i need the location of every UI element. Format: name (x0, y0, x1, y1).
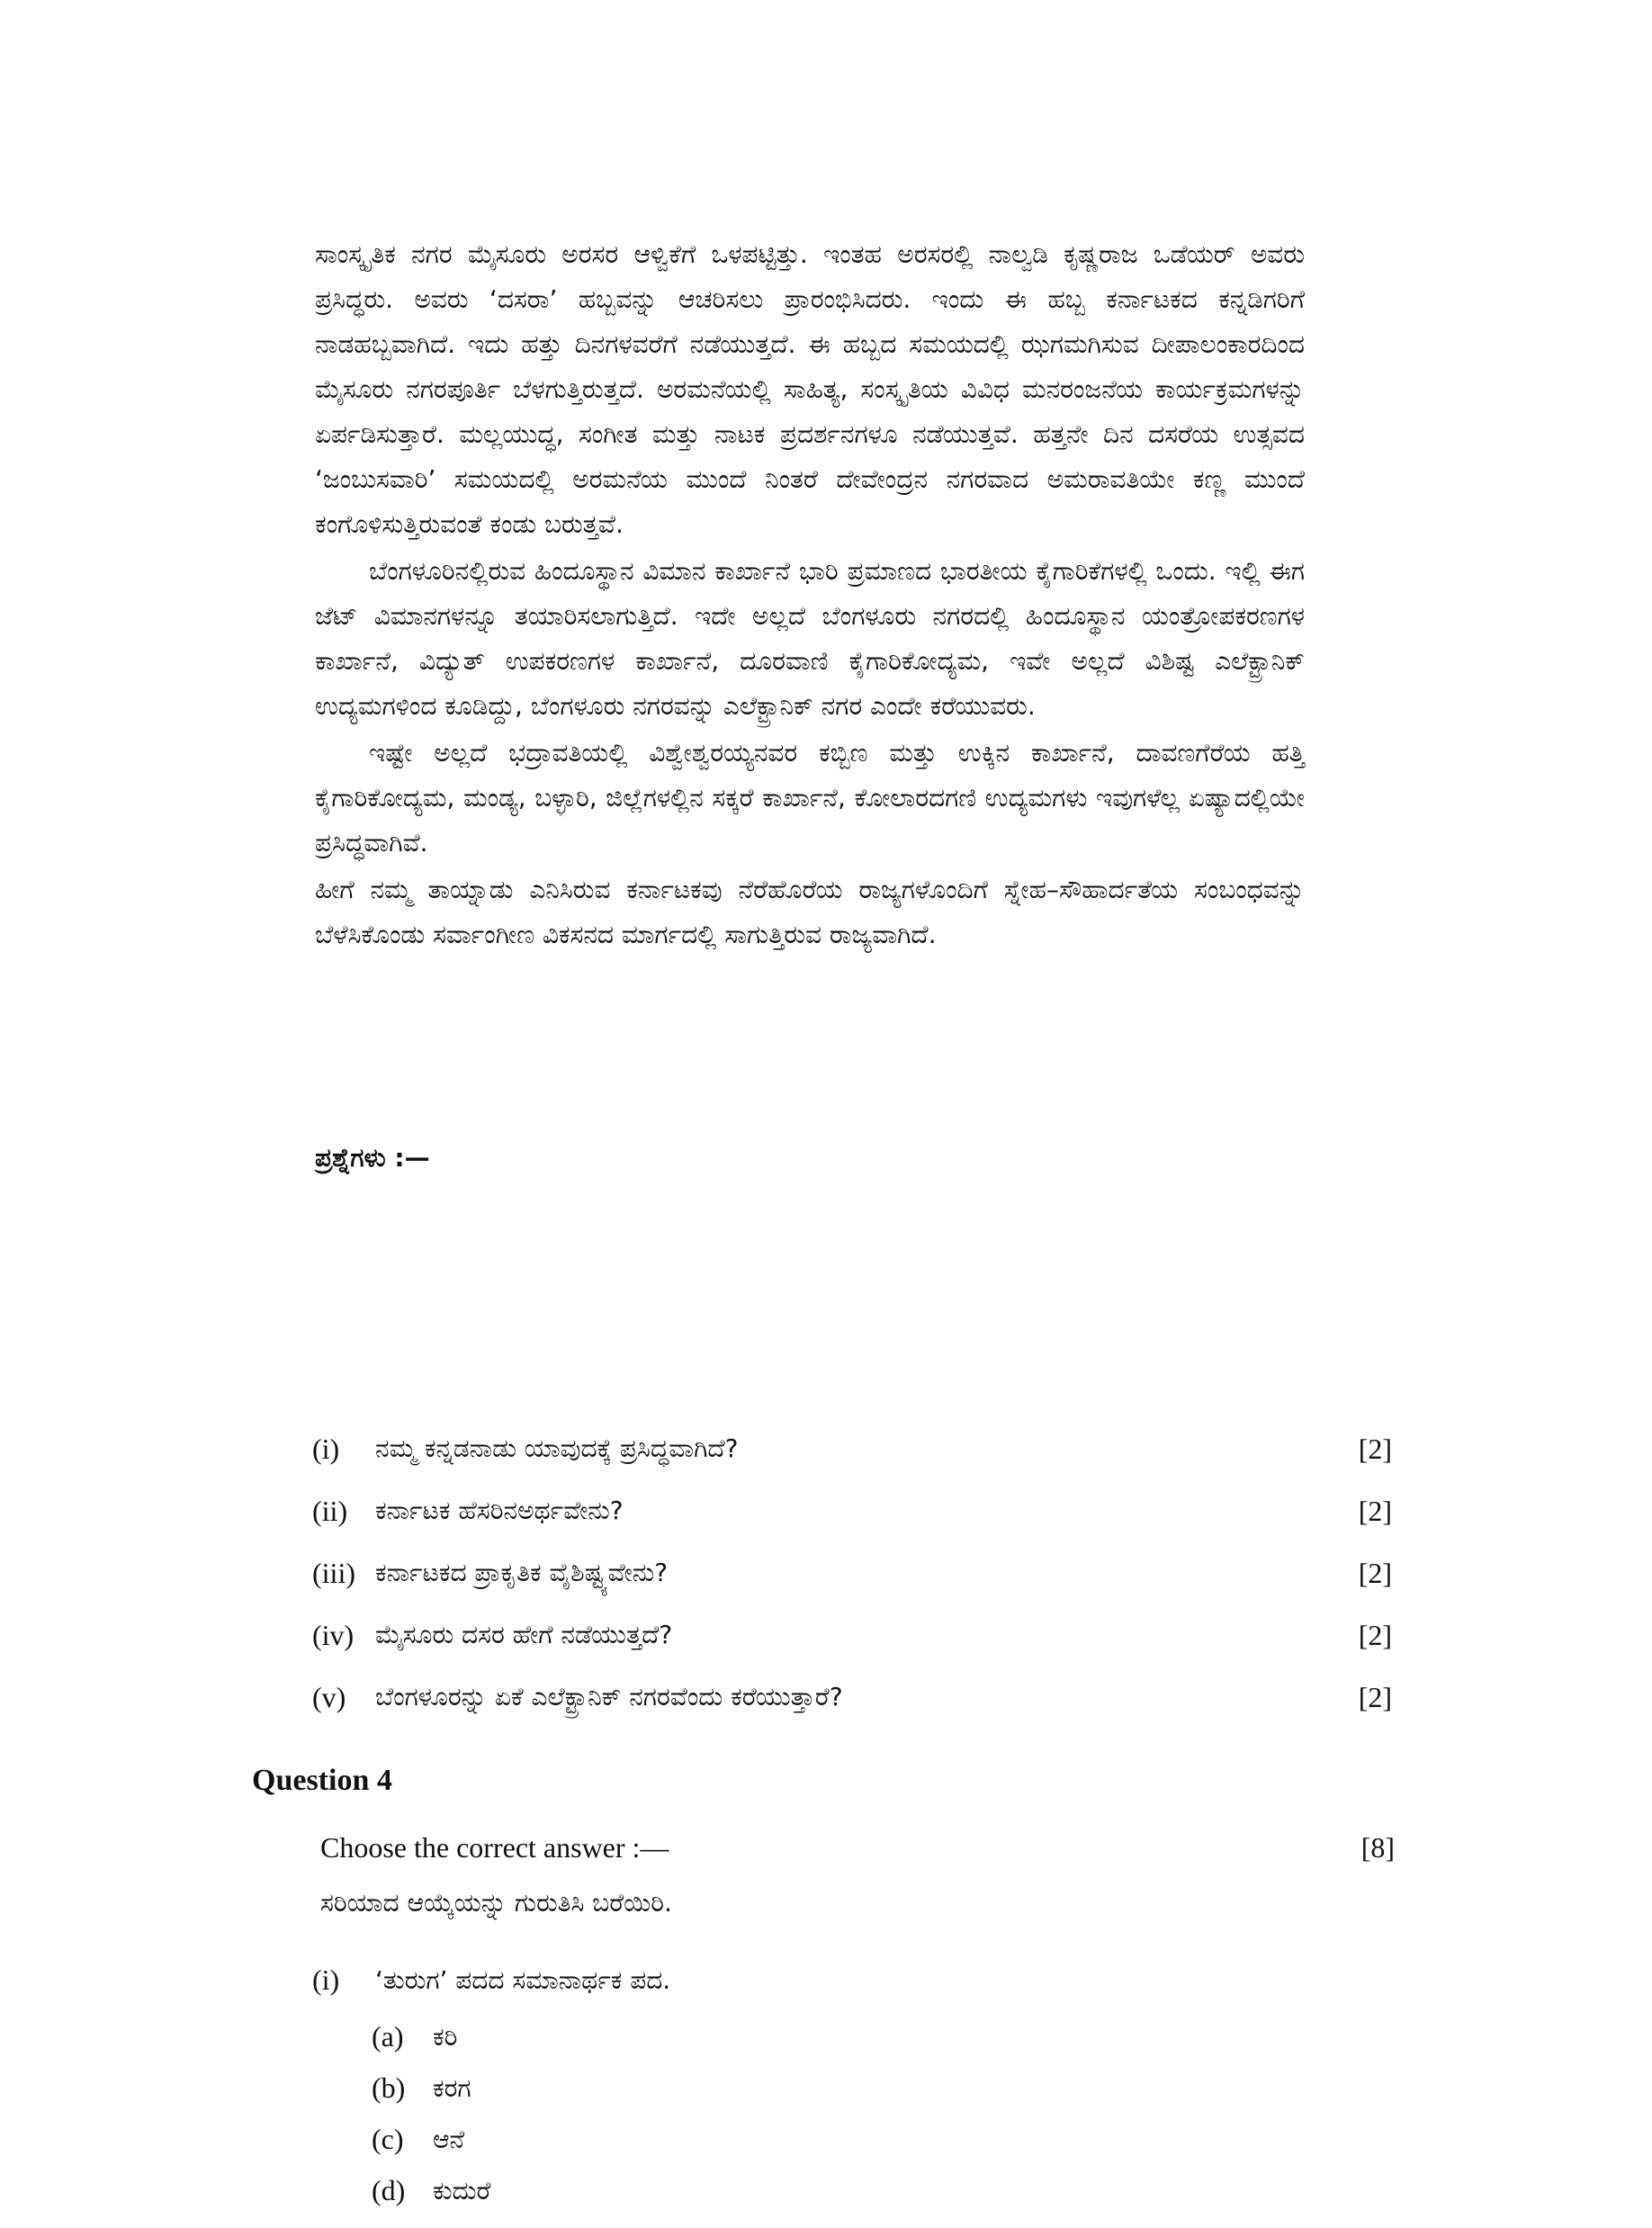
question-marks: [2] (1358, 1494, 1392, 1527)
option-item (372, 2123, 464, 2156)
question-text: ನಮ್ಮ ಕನ್ನಡನಾಡು ಯಾವುದಕ್ಕೆ ಪ್ರಸಿದ್ಧವಾಗಿದೆ? (375, 1433, 739, 1463)
passage-paragraph: ಇಷ್ಟೇ ಅಲ್ಲದೆ ಭದ್ರಾವತಿಯಲ್ಲಿ ವಿಶ್ವೇಶ್ವರಯ್ಯನವರ ಕಬ್ಬಿಣ ಮತ್ತು ಉಕ್ಕಿನ ಕಾರ್ಖಾನೆ, ದಾವಣಗೆರೆಯ ಹತ್ತಿ ಕೈಗಾರಿಕೋದ್ಯಮ, ಮಂಡ್ಯ, ಬಳ್ಳಾರಿ, ಜಿಲ್ಲೆಗಳಲ್ಲಿನ ಸಕ್ಕರೆ ಕಾರ್ಖಾನೆ, ಕೋಲಾರದಗಣಿ ಉದ್ಯಮಗಳು ಇವುಗಳೆಲ್ಲ ಏಷ್ಯಾದಲ್ಲಿಯೇ ಪ್ರಸಿದ್ಧವಾಗಿವೆ. (315, 738, 1305, 858)
question-row (312, 1675, 1392, 1720)
instruction-kannada: ಸರಿಯಾದ ಆಯ್ಕೆಯನ್ನು ಗುರುತಿಸಿ ಬರೆಯಿರಿ. (320, 1888, 672, 1918)
option-letter: (d) (372, 2174, 406, 2206)
question-4-title: Question 4 (252, 1764, 392, 1797)
option-text: ಕರಿ (433, 2021, 458, 2052)
option-text: ಕುದುರೆ (433, 2175, 491, 2206)
question-text: ಕರ್ನಾಟಕದ ಪ್ರಾಕೃತಿಕ ವೈಶಿಷ್ಟ್ಯವೇನು? (375, 1558, 669, 1587)
question-number: (iii) (312, 1556, 355, 1589)
comprehension-passage (315, 232, 1305, 959)
question-number: (ii) (312, 1494, 348, 1527)
sub-question-number: (i) (312, 1963, 340, 1996)
option-letter: (c) (372, 2123, 404, 2155)
question-row (312, 1426, 1392, 1471)
option-item (372, 2020, 457, 2053)
option-text: ಆನೆ (433, 2124, 465, 2154)
passage-paragraph: ಸಾಂಸ್ಕೃತಿಕ ನಗರ ಮೈಸೂರು ಅರಸರ ಆಳ್ವಿಕೆಗೆ ಒಳಪಟ್ಟಿತ್ತು. ಇಂತಹ ಅರಸರಲ್ಲಿ ನಾಲ್ವಡಿ ಕೃಷ್ಣರಾಜ ಒಡೆಯರ್ ಅವರು ಪ್ರಸಿದ್ಧರು. ಅವರು ‘ದಸರಾ’ ಹಬ್ಬವನ್ನು ಆಚರಿಸಲು ಪ್ರಾರಂಭಿಸಿದರು. ಇಂದು ಈ ಹಬ್ಬ ಕರ್ನಾಟಕದ ಕನ್ನಡಿಗರಿಗೆ ನಾಡಹಬ್ಬವಾಗಿದೆ. ಇದು ಹತ್ತು ದಿನಗಳವರೆಗೆ ನಡೆಯುತ್ತದೆ. ಈ ಹಬ್ಬದ ಸಮಯದಲ್ಲಿ ಝಗಮಗಿಸುವ ದೀಪಾಲಂಕಾರದಿಂದ ಮೈಸೂರು ನಗರಪೂರ್ತಿ ಬೆಳಗುತ್ತಿರುತ್ತದೆ. ಅರಮನೆಯಲ್ಲಿ ಸಾಹಿತ್ಯ, ಸಂಸ್ಕೃತಿಯ ವಿವಿಧ ಮನರಂಜನೆಯ ಕಾರ್ಯಕ್ರಮಗಳನ್ನು ಏರ್ಪಡಿಸುತ್ತಾರೆ. ಮಲ್ಲಯುದ್ಧ, ಸಂಗೀತ ಮತ್ತು ನಾಟಕ ಪ್ರದರ್ಶನಗಳೂ ನಡೆಯುತ್ತವೆ. ಹತ್ತನೇ ದಿನ ದಸರೆಯ ಉತ್ಸವದ ‘ಜಂಬುಸವಾರಿ’ ಸಮಯದಲ್ಲಿ ಅರಮನೆಯ ಮುಂದೆ ನಿಂತರೆ ದೇವೇಂದ್ರನ ನಗರವಾದ ಅಮರಾವತಿಯೇ ಕಣ್ಣ ಮುಂದೆ ಕಂಗೊಳಿಸುತ್ತಿರುವಂತೆ ಕಂಡು ಬರುತ್ತವೆ. (315, 239, 1305, 539)
instruction-english: Choose the correct answer :— (320, 1831, 669, 1864)
question-marks: [2] (1358, 1680, 1392, 1713)
sub-question-text: ‘ತುರುಗ’ ಪದದ ಸಮಾನಾರ್ಥಕ ಪದ. (375, 1964, 671, 1995)
option-item (372, 2071, 471, 2105)
question-marks: [2] (1358, 1618, 1392, 1651)
option-letter: (b) (372, 2071, 406, 2104)
question-row (312, 1488, 1392, 1533)
passage-paragraph: ಹೀಗೆ ನಮ್ಮ ತಾಯ್ನಾಡು ಎನಿಸಿರುವ ಕರ್ನಾಟಕವು ನೆರೆಹೊರೆಯ ರಾಜ್ಯಗಳೊಂದಿಗೆ ಸ್ನೇಹ–ಸೌಹಾರ್ದತೆಯ ಸಂಬಂಧವನ್ನು ಬೆಳೆಸಿಕೊಂಡು ಸರ್ವಾಂಗೀಣ ವಿಕಸನದ ಮಾರ್ಗದಲ್ಲಿ ಸಾಗುತ್ತಿರುವ ರಾಜ್ಯವಾಗಿದೆ. (315, 875, 1305, 949)
option-letter: (a) (372, 2020, 404, 2053)
question-row (312, 1550, 1392, 1595)
question-text: ಕರ್ನಾಟಕ ಹೆಸರಿನಅರ್ಥವೇನು? (375, 1496, 624, 1525)
question-text: ಮೈಸೂರು ದಸರ ಹೇಗೆ ನಡೆಯುತ್ತದೆ? (375, 1620, 673, 1649)
passage-paragraph: ಬೆಂಗಳೂರಿನಲ್ಲಿರುವ ಹಿಂದೂಸ್ಥಾನ ವಿಮಾನ ಕಾರ್ಖಾನೆ ಭಾರಿ ಪ್ರಮಾಣದ ಭಾರತೀಯ ಕೈಗಾರಿಕೆಗಳಲ್ಲಿ ಒಂದು. ಇಲ್ಲಿ ಈಗ ಜೆಟ್ ವಿಮಾನಗಳನ್ನೂ ತಯಾರಿಸಲಾಗುತ್ತಿದೆ. ಇದೇ ಅಲ್ಲದೆ ಬೆಂಗಳೂರು ನಗರದಲ್ಲಿ ಹಿಂದೂಸ್ಥಾನ ಯಂತ್ರೋಪಕರಣಗಳ ಕಾರ್ಖಾನೆ, ವಿದ್ಯುತ್ ಉಪಕರಣಗಳ ಕಾರ್ಖಾನೆ, ದೂರವಾಣಿ ಕೈಗಾರಿಕೋದ್ಯಮ, ಇವೇ ಅಲ್ಲದೆ ವಿಶಿಷ್ಟ ಎಲೆಕ್ಟ್ರಾನಿಕ್ ಉದ್ಯಮಗಳಿಂದ ಕೂಡಿದ್ದು, ಬೆಂಗಳೂರು ನಗರವನ್ನು ಎಲೆಕ್ಟ್ರಾನಿಕ್ ನಗರ ಎಂದೇ ಕರೆಯುವರು. (315, 556, 1305, 721)
question-marks: [2] (1358, 1432, 1392, 1465)
questions-heading: ಪ್ರಶ್ನೆಗಳು :— (315, 1143, 430, 1172)
question-marks: [2] (1358, 1556, 1392, 1589)
question-number: (iv) (312, 1618, 355, 1651)
question-text: ಬೆಂಗಳೂರನ್ನು ಏಕೆ ಎಲೆಕ್ಟ್ರಾನಿಕ್ ನಗರವೆಂದು ಕರೆಯುತ್ತಾರೆ? (375, 1682, 843, 1711)
question-row (312, 1613, 1392, 1658)
question-number: (i) (312, 1432, 340, 1465)
option-text: ಕರಗ (433, 2072, 471, 2103)
option-item (372, 2174, 490, 2207)
sub-question (312, 1963, 670, 1997)
question-4-marks: [8] (1360, 1831, 1395, 1864)
question-number: (v) (312, 1680, 346, 1713)
